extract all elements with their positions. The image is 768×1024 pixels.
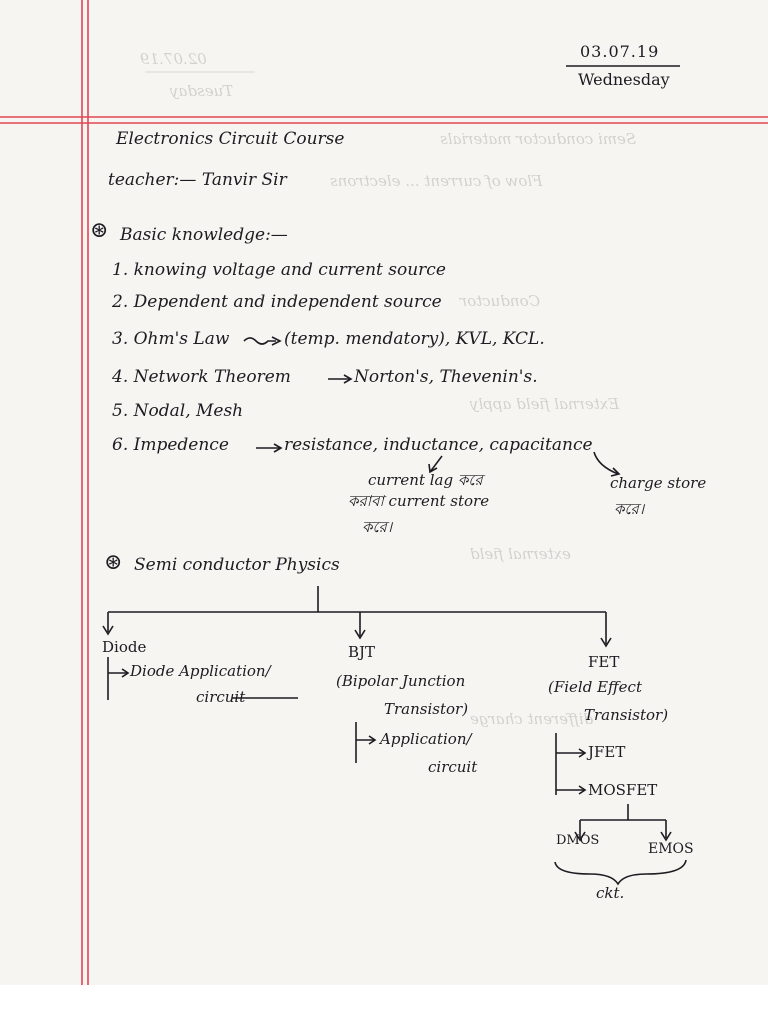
annotation-capacitance: charge store [610, 474, 707, 492]
section-heading-semiconductor: Semi conductor Physics [134, 555, 340, 575]
bleed-through-text: External field apply [470, 395, 620, 413]
annotation-inductance: করাবা current store [348, 492, 490, 510]
list-item: 2. Dependent and independent source [112, 292, 442, 312]
tree-node-jfet: JFET [588, 743, 626, 761]
annotation-inductance: current lag করে [368, 471, 483, 489]
bleed-through-text: external field [470, 545, 571, 563]
tree-node-diode-app: circuit [196, 688, 246, 706]
ghost-date: 02.07.19 [140, 50, 207, 68]
list-item: 6. Impedence [112, 435, 229, 455]
tree-node-bjt-full: (Bipolar Junction [336, 672, 466, 690]
date: 03.07.19 [580, 42, 660, 61]
list-item: 3. Ohm's Law [112, 329, 230, 349]
ghost-day: Tuesday [170, 82, 234, 100]
tree-node-diode-app: Diode Application/ [130, 662, 271, 680]
asterisk-circle-icon: ⊛ [104, 550, 123, 575]
bleed-through-text: Flow of current ... electrons [330, 172, 543, 190]
list-item: resistance, inductance, capacitance [284, 435, 593, 455]
bleed-through-text: Semi conductor materials [440, 130, 637, 148]
section-heading-basic: Basic knowledge:— [120, 225, 288, 245]
list-item: Norton's, Thevenin's. [354, 367, 538, 387]
course-title: Electronics Circuit Course [116, 129, 345, 149]
tree-node-bjt-full: Transistor) [384, 700, 469, 718]
tree-node-emos: EMOS [648, 841, 694, 857]
tree-node-bjt-app: circuit [428, 758, 478, 776]
tree-node-diode: Diode [102, 638, 147, 656]
tree-node-bjt: BJT [348, 643, 376, 661]
list-item: 5. Nodal, Mesh [112, 401, 244, 421]
tree-node-bjt-app: Application/ [380, 730, 472, 748]
tree-node-mosfet: MOSFET [588, 781, 658, 799]
tree-node-fet: FET [588, 653, 620, 671]
annotation-capacitance: করে। [614, 500, 645, 518]
asterisk-circle-icon: ⊛ [90, 218, 109, 243]
annotation-inductance: করে। [362, 518, 393, 536]
tree-node-fet-full: (Field Effect [548, 678, 642, 696]
day: Wednesday [578, 70, 670, 89]
tree-node-ckt: ckt. [596, 884, 625, 902]
teacher-line: teacher:— Tanvir Sir [108, 170, 287, 190]
tree-node-fet-full: Transistor) [584, 706, 669, 724]
tree-node-dmos: DMOS [556, 833, 600, 848]
list-item: (temp. mendatory), KVL, KCL. [284, 329, 545, 349]
bleed-through-text: Conductor [460, 292, 541, 310]
list-item: 1. knowing voltage and current source [112, 260, 446, 280]
list-item: 4. Network Theorem [112, 367, 291, 387]
bleed-through-text: different charge [470, 710, 594, 728]
